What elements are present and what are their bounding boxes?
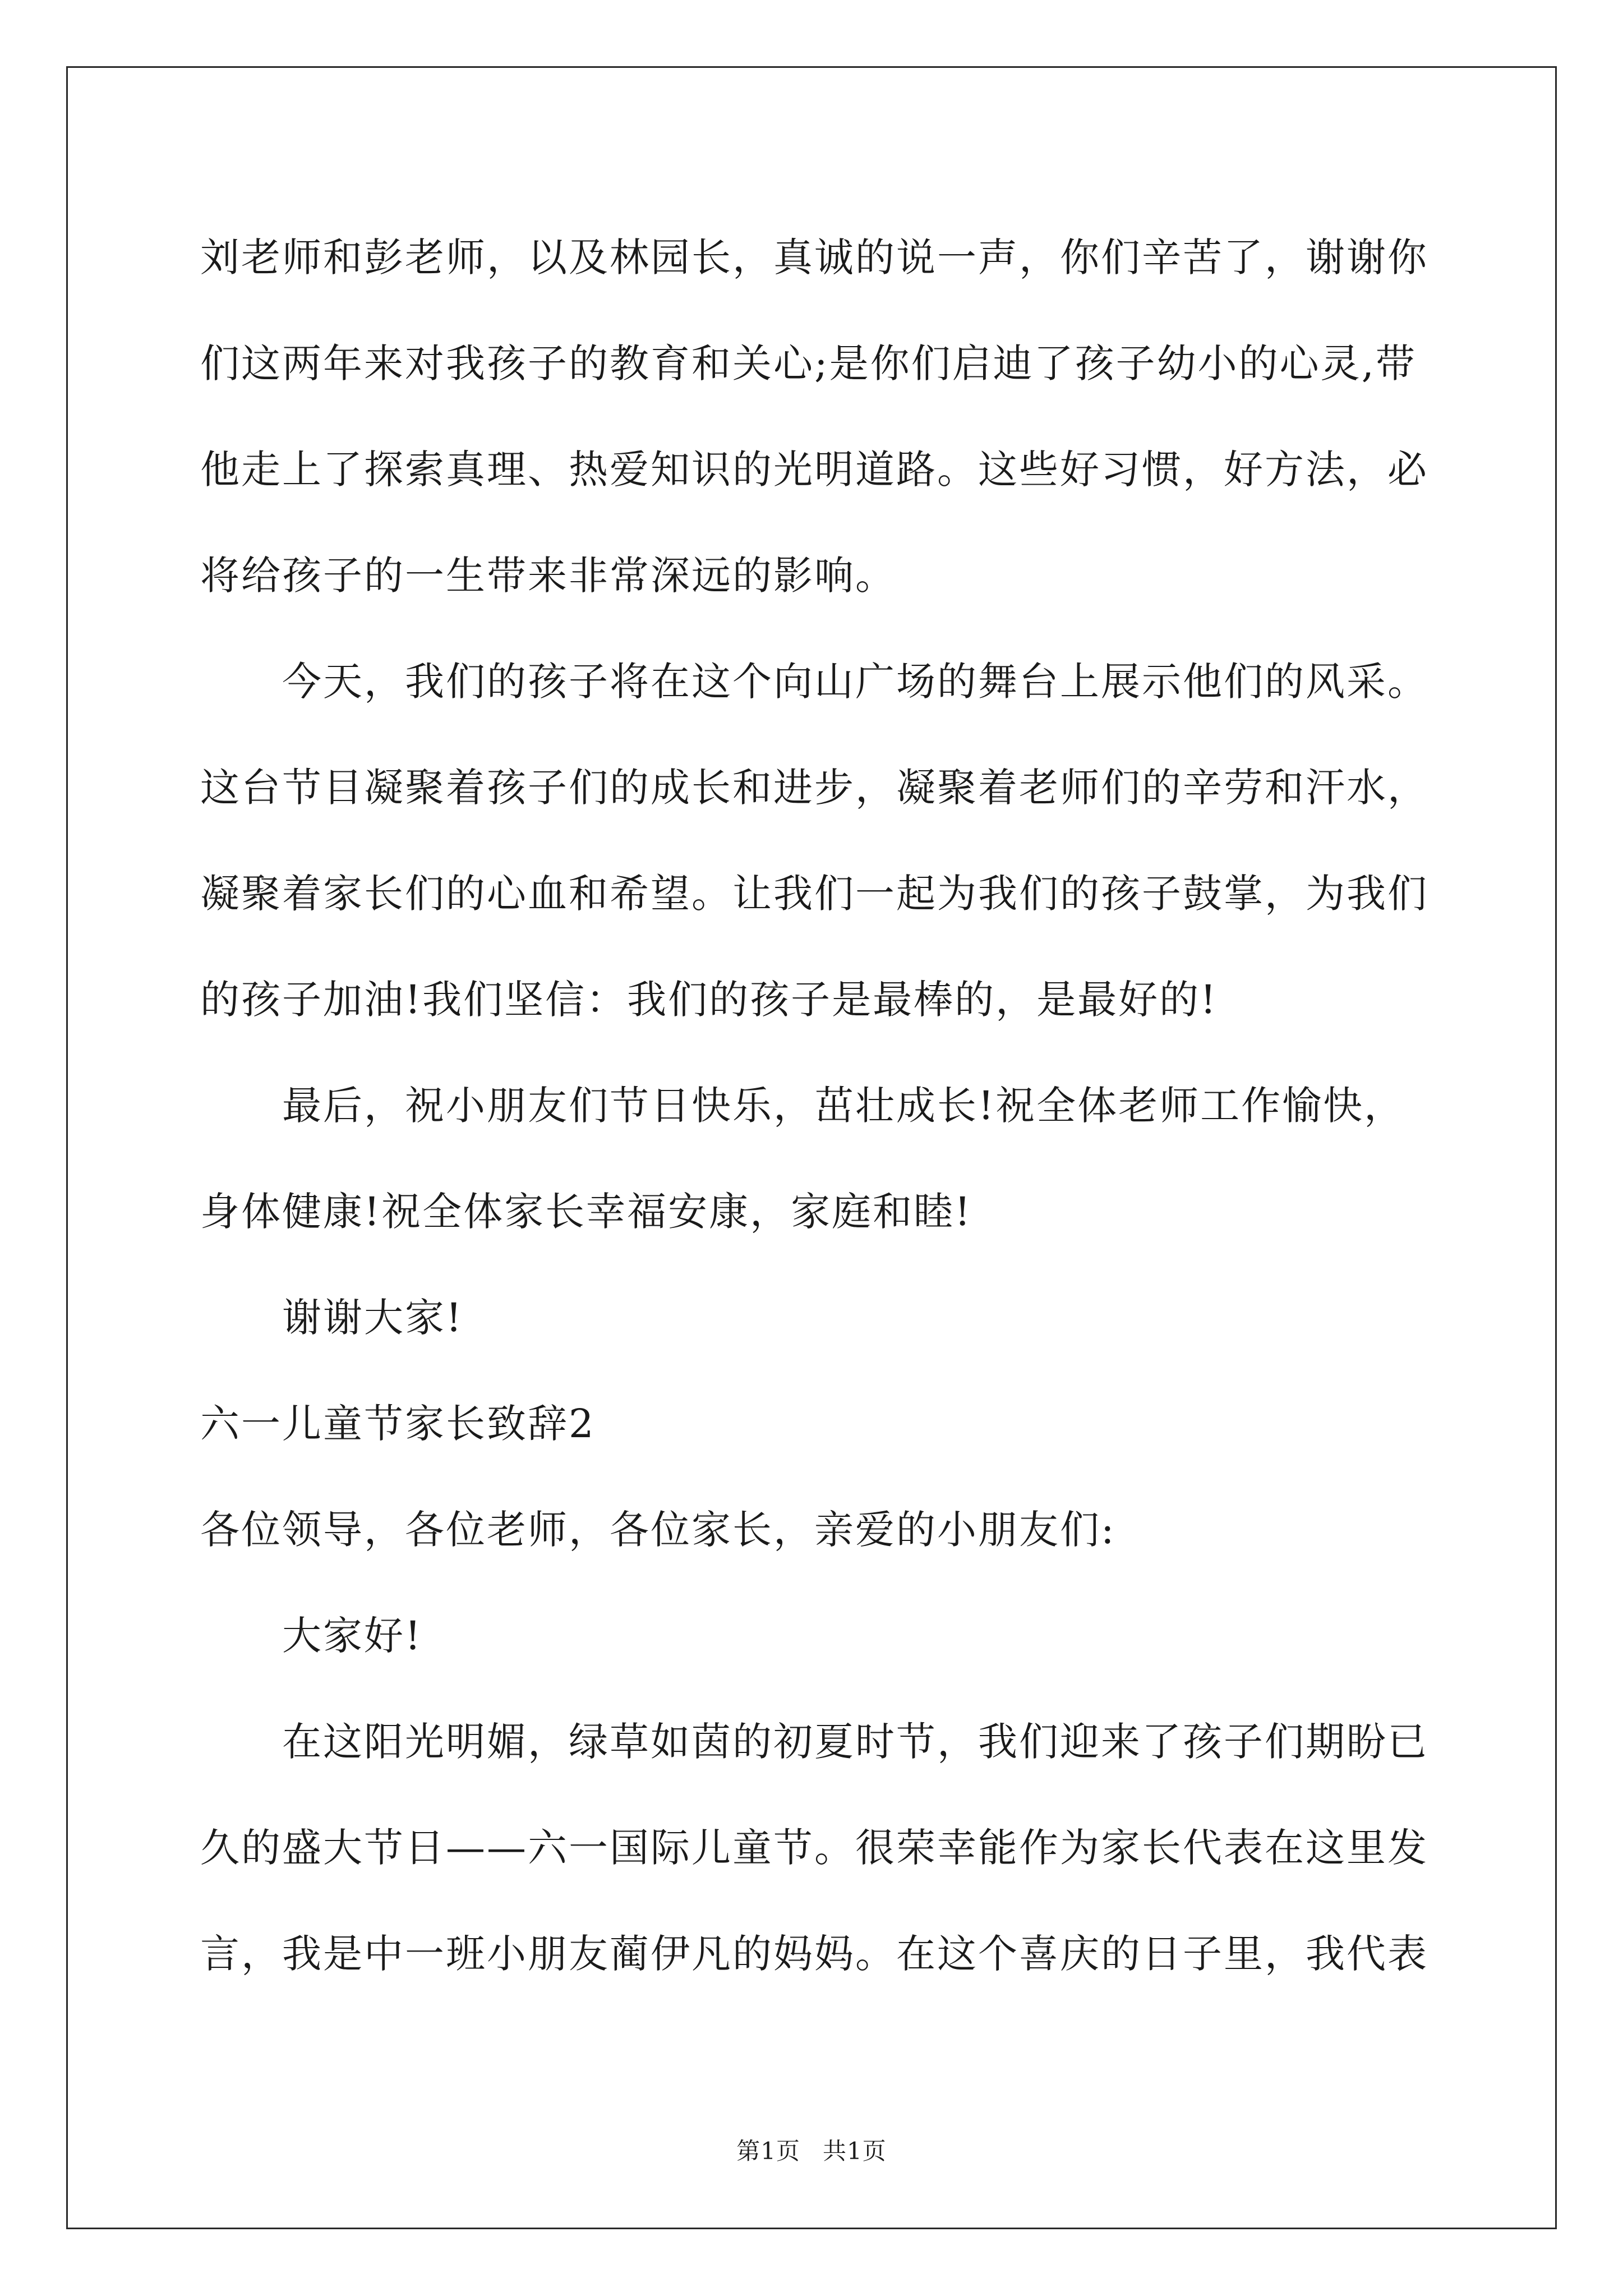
section-title: 六一儿童节家长致辞2 xyxy=(200,1401,596,1447)
paragraph-greeting: 大家好! xyxy=(282,1613,423,1659)
page-number-total: 共1页 xyxy=(823,2137,887,2165)
paragraph-closing-wishes: 最后，祝小朋友们节日快乐，茁壮成长!祝全体老师工作愉快，身体健康!祝全体家长幸福安康，家庭和睦! xyxy=(200,1083,1405,1235)
paragraph-opening: 在这阳光明媚，绿草如茵的初夏时节，我们迎来了孩子们期盼已久的盛大节日——六一国际儿童节。很荣幸能作为家长代表在这里发言，我是中一班小朋友蔺伊凡的妈妈。在这个喜庆的日子里，我代表 xyxy=(200,1719,1428,1977)
paragraph-today-performance: 今天，我们的孩子将在这个向山广场的舞台上展示他们的风采。这台节目凝聚着孩子们的成长和进步，凝聚着老师们的辛劳和汗水，凝聚着家长们的心血和希望。让我们一起为我们的孩子鼓掌，为我们的孩子加油!我们坚信：我们的孩子是最棒的，是最好的! xyxy=(200,659,1428,1023)
paragraph-thanks-all: 谢谢大家! xyxy=(282,1295,464,1341)
paragraph-salutation: 各位领导，各位老师，各位家长，亲爱的小朋友们: xyxy=(200,1507,1116,1553)
page-number-current: 第1页 xyxy=(736,2137,800,2165)
paragraph-teacher-thanks: 刘老师和彭老师，以及林园长，真诚的说一声，你们辛苦了，谢谢你们这两年来对我孩子的教育和关心;是你们启迪了孩子幼小的心灵,带他走上了探索真理、热爱知识的光明道路。这些好习惯，好方法，必将给孩子的一生带来非常深远的影响。 xyxy=(200,234,1428,599)
document-body xyxy=(200,205,1428,2007)
page-footer xyxy=(0,2134,1623,2168)
